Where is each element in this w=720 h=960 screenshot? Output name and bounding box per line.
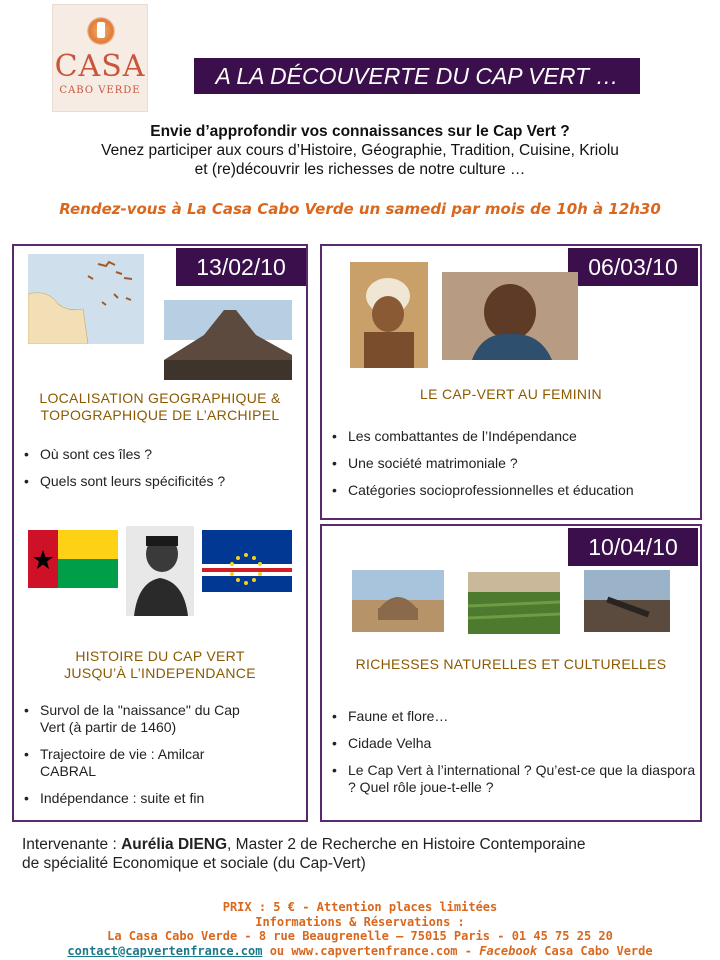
cannon-coast-photo — [584, 570, 670, 632]
session-3-title: RICHESSES NATURELLES ET CULTURELLES — [355, 656, 667, 672]
price-line: PRIX : 5 € - Attention places limitées — [222, 900, 498, 914]
title-line: LOCALISATION GEOGRAPHIQUE & — [39, 390, 281, 406]
facebook-label: Facebook — [479, 943, 538, 958]
list-item: • Faune et flore… — [330, 708, 696, 725]
session-date: 13/02/10 — [176, 248, 306, 286]
info-line: Informations & Réservations : — [255, 914, 465, 929]
list-item: • Une société matrimoniale ? — [330, 455, 696, 472]
list-item: • Trajectoire de vie : Amilcar CABRAL — [22, 746, 262, 780]
title-line: HISTOIRE DU CAP VERT — [75, 648, 245, 664]
casa-cabo-verde-logo — [52, 4, 148, 112]
speaker-name: Aurélia DIENG — [121, 836, 228, 853]
rendezvous-text: Rendez-vous à La Casa Cabo Verde un samedi par mois de 10h à 12h30 — [59, 200, 661, 218]
session-date: 06/03/10 — [568, 248, 698, 286]
email-link[interactable]: contact@capvertenfrance.com — [67, 943, 263, 958]
list-item: • Quels sont leurs spécificités ? — [22, 473, 292, 490]
list-item: • Les combattantes de l’Indépendance — [330, 428, 696, 445]
speaker-rest: , Master 2 de Recherche en Histoire Contemporaine — [227, 836, 586, 853]
session-panel-2 — [320, 244, 702, 520]
contact-or: ou www.capvertenfrance.com - — [262, 943, 480, 958]
stone-fort-photo — [352, 570, 444, 632]
session-1-bullets-b — [22, 702, 262, 817]
elderly-woman-photo — [442, 272, 578, 360]
speaker-line-2: de spécialité Economique et sociale (du Cap-Vert) — [22, 855, 366, 872]
amilcar-cabral-photo — [126, 526, 194, 616]
speaker-info — [22, 835, 712, 873]
speaker-line-1 — [22, 835, 712, 854]
intro-line-3: et (re)découvrir les richesses de notre culture … — [194, 161, 526, 178]
logo-subword: CABO VERDE — [59, 85, 141, 96]
archipelago-map-image — [28, 254, 144, 344]
logo-word: CASA — [54, 49, 146, 84]
girl-portrait-photo — [350, 262, 428, 368]
intro-line-2: Venez participer aux cours d’Histoire, Géographie, Tradition, Cuisine, Kriolu — [101, 142, 619, 159]
footer — [0, 900, 720, 958]
session-panel-1 — [12, 244, 308, 822]
session-3-bullets — [330, 708, 696, 806]
cape-verde-flag-image — [202, 530, 292, 592]
list-item: • Cidade Velha — [330, 735, 696, 752]
page-title: A LA DÉCOUVERTE DU CAP VERT … — [194, 58, 640, 94]
session-1-title-a — [14, 390, 306, 424]
contact-line — [0, 944, 720, 959]
session-panel-3 — [320, 524, 702, 822]
volcano-photo — [164, 300, 292, 380]
list-item: • Le Cap Vert à l’international ? Qu’est-ce que la diaspora ? Quel rôle joue-t-elle ? — [330, 762, 696, 796]
list-item: • Catégories socioprofessionnelles et éducation — [330, 482, 696, 499]
session-2-title: LE CAP-VERT AU FEMININ — [420, 386, 602, 402]
speaker-prefix: Intervenante : — [22, 836, 122, 853]
title-line: TOPOGRAPHIQUE DE L’ARCHIPEL — [40, 407, 280, 423]
session-date: 10/04/10 — [568, 528, 698, 566]
intro-text — [0, 122, 720, 179]
list-item: • Où sont ces îles ? — [22, 446, 292, 463]
address-line: La Casa Cabo Verde - 8 rue Beaugrenelle – 75015 Paris - 01 45 75 25 20 — [107, 929, 613, 943]
session-1-bullets-a — [22, 446, 292, 500]
guinea-bissau-flag-image — [28, 530, 118, 588]
list-item: • Indépendance : suite et fin — [22, 790, 262, 807]
green-field-photo — [468, 572, 560, 634]
lighthouse-icon — [87, 17, 115, 45]
facebook-page: Casa Cabo Verde — [537, 943, 653, 958]
intro-line-1: Envie d’approfondir vos connaissances sur le Cap Vert ? — [150, 123, 570, 140]
list-item: • Survol de la "naissance" du Cap Vert (à partir de 1460) — [22, 702, 262, 736]
session-2-bullets — [330, 428, 696, 509]
session-1-title-b — [14, 648, 306, 682]
title-line: JUSQU’À L’INDEPENDANCE — [64, 665, 256, 681]
